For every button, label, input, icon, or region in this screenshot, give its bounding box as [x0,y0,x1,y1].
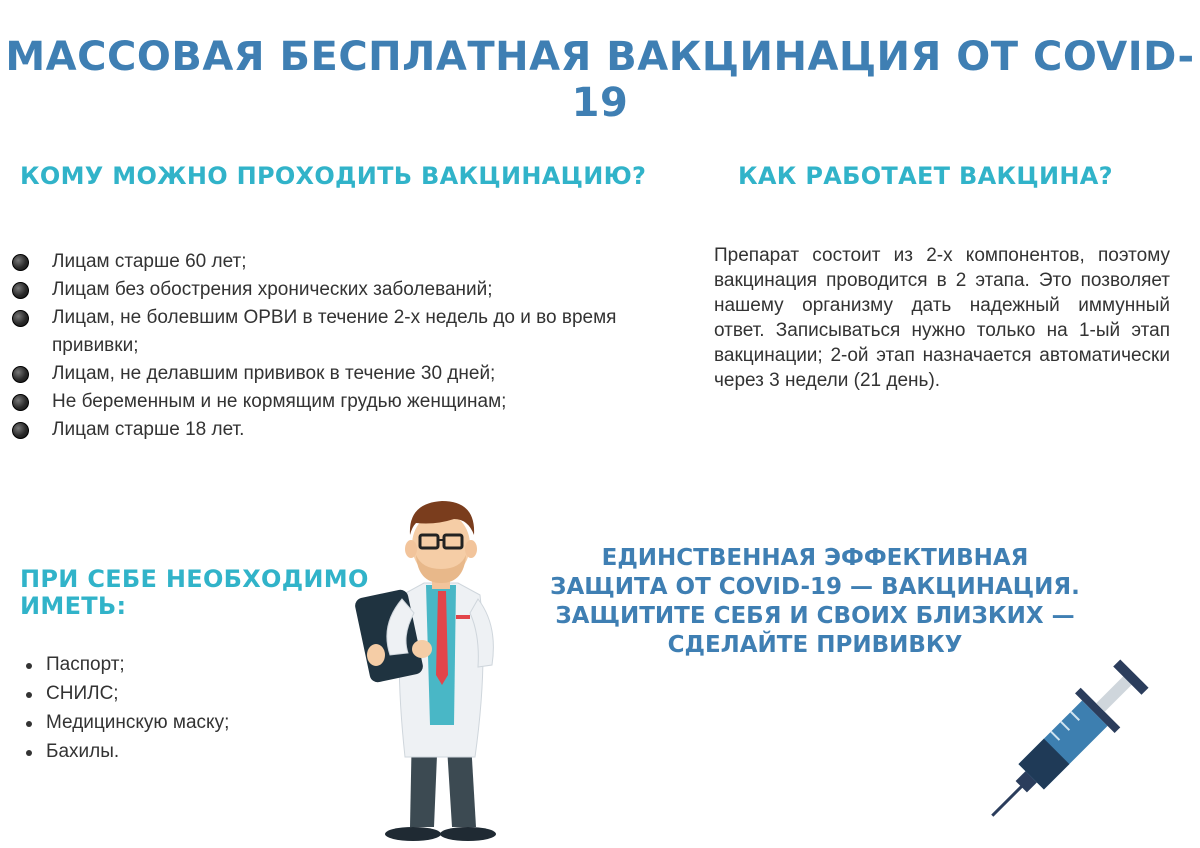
list-item: Медицинскую маску; [22,708,229,737]
bullet-icon [26,721,32,727]
bullet-icon [26,692,32,698]
slogan-line: ЗАЩИТИТЕ СЕБЯ И СВОИХ БЛИЗКИХ — [555,603,1075,629]
who-heading: КОМУ МОЖНО ПРОХОДИТЬ ВАКЦИНАЦИЮ? [20,162,647,190]
doctor-illustration [350,495,520,845]
who-list [10,248,700,444]
slogan-line: ЕДИНСТВЕННАЯ ЭФФЕКТИВНАЯ [601,545,1029,571]
list-item: Лицам без обострения хронических заболеваний; [10,276,700,304]
list-item: Паспорт; [22,650,229,679]
have-heading: ПРИ СЕБЕ НЕОБХОДИМО ИМЕТЬ: [20,565,369,620]
bullet-icon [12,366,29,383]
slogan-line: СДЕЛАЙТЕ ПРИВИВКУ [667,632,963,658]
list-item: Бахилы. [22,737,229,766]
slogan-line: ЗАЩИТА ОТ COVID-19 — ВАКЦИНАЦИЯ. [550,574,1080,600]
bullet-icon [26,663,32,669]
how-paragraph: Препарат состоит из 2-х компонентов, поэтому вакцинация проводится в 2 этапа. Это позволяет нашему организму дать надежный иммунный ответ. Записываться нужно только на 1-ый этап вакцинации; 2-ой этап назначается автоматически через 3 недели (21 день). [714,245,1170,391]
page-title: МАССОВАЯ БЕСПЛАТНАЯ ВАКЦИНАЦИЯ ОТ COVID-19 [5,34,1195,126]
bullet-icon [12,422,29,439]
list-item: Не беременным и не кормящим грудью женщинам; [10,388,700,416]
bullet-icon [12,254,29,271]
bullet-icon [12,310,29,327]
list-item: СНИЛС; [22,679,229,708]
how-heading: КАК РАБОТАЕТ ВАКЦИНА? [738,162,1113,190]
list-item: Лицам старше 60 лет; [10,248,700,276]
slogan [520,544,1110,660]
list-item: Лицам, не болевшим ОРВИ в течение 2-х недель до и во время прививки; [10,304,700,360]
have-list [22,650,229,766]
list-item: Лицам старше 18 лет. [10,416,700,444]
syringe-icon [968,655,1158,835]
bullet-icon [12,394,29,411]
list-item: Лицам, не делавшим прививок в течение 30 дней; [10,360,700,388]
bullet-icon [26,750,32,756]
bullet-icon [12,282,29,299]
